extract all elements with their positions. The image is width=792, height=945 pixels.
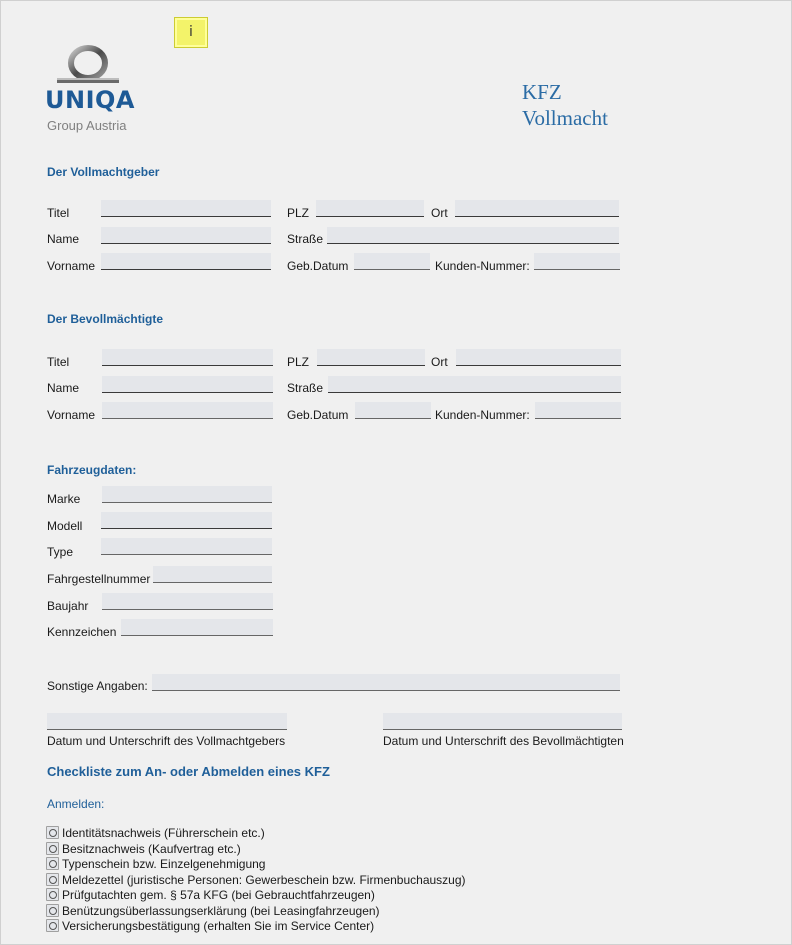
- section-bevollmaechtigte-heading: Der Bevollmächtigte: [47, 312, 164, 326]
- vg-geb-label: Geb.Datum: [287, 259, 349, 273]
- vg-ort-label: Ort: [431, 206, 448, 220]
- info-button[interactable]: i: [174, 17, 208, 48]
- checkbox-versicherung[interactable]: [46, 919, 59, 932]
- title-line-2: Vollmacht: [522, 106, 608, 130]
- checklist-subheading: Anmelden:: [47, 797, 105, 811]
- kennzeichen-field[interactable]: [121, 619, 273, 636]
- type-field[interactable]: [101, 538, 272, 555]
- signature-bevollmaechtigter-label: Datum und Unterschrift des Bevollmächtigten: [383, 734, 624, 748]
- signature-bevollmaechtigter-field[interactable]: [383, 713, 622, 730]
- bv-plz-field[interactable]: [317, 349, 425, 366]
- bv-strasse-field[interactable]: [328, 376, 621, 393]
- section-vollmachtgeber-heading: Der Vollmachtgeber: [47, 165, 160, 179]
- logo-name: UNIQA: [45, 86, 135, 114]
- bv-strasse-label: Straße: [287, 381, 324, 395]
- checklist-item-label: Versicherungsbestätigung (erhalten Sie im Service Center): [62, 919, 375, 933]
- vg-strasse-label: Straße: [287, 232, 324, 246]
- document-title: [522, 79, 608, 131]
- vg-name-label: Name: [47, 232, 80, 246]
- checkbox-pruefgutachten[interactable]: [46, 888, 59, 901]
- checkbox-benuetzung[interactable]: [46, 904, 59, 917]
- baujahr-field[interactable]: [102, 593, 273, 610]
- modell-label: Modell: [47, 519, 83, 533]
- bv-geb-field[interactable]: [355, 402, 431, 419]
- signature-vollmachtgeber-field[interactable]: [47, 713, 287, 730]
- modell-field[interactable]: [101, 512, 272, 529]
- vg-name-field[interactable]: [101, 227, 271, 244]
- checklist-item-label: Meldezettel (juristische Personen: Gewerbeschein bzw. Firmenbuchauszug): [62, 873, 466, 887]
- sonstige-field[interactable]: [152, 674, 620, 691]
- kennzeichen-label: Kennzeichen: [47, 625, 117, 639]
- bv-geb-label: Geb.Datum: [287, 408, 349, 422]
- baujahr-label: Baujahr: [47, 599, 89, 613]
- uniqa-logo-icon: [55, 45, 121, 87]
- vg-titel-label: Titel: [47, 206, 70, 220]
- vg-kunden-field[interactable]: [534, 253, 620, 270]
- marke-label: Marke: [47, 492, 81, 506]
- section-fahrzeug-heading: Fahrzeugdaten:: [47, 463, 137, 477]
- bv-vorname-field[interactable]: [102, 402, 273, 419]
- bv-name-field[interactable]: [102, 376, 273, 393]
- signature-vollmachtgeber-label: Datum und Unterschrift des Vollmachtgebers: [47, 734, 286, 748]
- vg-vorname-label: Vorname: [47, 259, 96, 273]
- checklist-heading: Checkliste zum An- oder Abmelden eines KFZ: [47, 764, 330, 779]
- vg-plz-label: PLZ: [287, 206, 310, 220]
- bv-name-label: Name: [47, 381, 80, 395]
- bv-ort-label: Ort: [431, 355, 448, 369]
- bv-titel-field[interactable]: [102, 349, 273, 366]
- vg-strasse-field[interactable]: [327, 227, 619, 244]
- type-label: Type: [47, 545, 74, 559]
- fahrgestell-label: Fahrgestellnummer: [47, 572, 151, 586]
- bv-kunden-label: Kunden-Nummer:: [435, 408, 530, 422]
- checklist-item-label: Identitätsnachweis (Führerschein etc.): [62, 826, 265, 840]
- vg-ort-field[interactable]: [455, 200, 619, 217]
- vg-titel-field[interactable]: [101, 200, 271, 217]
- bv-titel-label: Titel: [47, 355, 70, 369]
- sonstige-label: Sonstige Angaben:: [47, 679, 148, 693]
- vg-vorname-field[interactable]: [101, 253, 271, 270]
- checklist-item-label: Besitznachweis (Kaufvertrag etc.): [62, 842, 241, 856]
- title-line-1: KFZ: [522, 80, 562, 104]
- fahrgestell-field[interactable]: [153, 566, 272, 583]
- vg-kunden-label: Kunden-Nummer:: [435, 259, 530, 273]
- checklist-item-label: Typenschein bzw. Einzelgenehmigung: [62, 857, 266, 871]
- bv-vorname-label: Vorname: [47, 408, 96, 422]
- logo-subtitle: Group Austria: [47, 118, 127, 133]
- checkbox-identitaet[interactable]: [46, 826, 59, 839]
- bv-plz-label: PLZ: [287, 355, 310, 369]
- bv-ort-field[interactable]: [456, 349, 621, 366]
- vg-plz-field[interactable]: [316, 200, 424, 217]
- vg-geb-field[interactable]: [354, 253, 430, 270]
- bv-kunden-field[interactable]: [535, 402, 621, 419]
- checkbox-typenschein[interactable]: [46, 857, 59, 870]
- checkbox-meldezettel[interactable]: [46, 873, 59, 886]
- checklist-item-label: Benützungsüberlassungserklärung (bei Leasingfahrzeugen): [62, 904, 380, 918]
- checklist-item-label: Prüfgutachten gem. § 57a KFG (bei Gebrauchtfahrzeugen): [62, 888, 375, 902]
- marke-field[interactable]: [102, 486, 272, 503]
- checkbox-besitz[interactable]: [46, 842, 59, 855]
